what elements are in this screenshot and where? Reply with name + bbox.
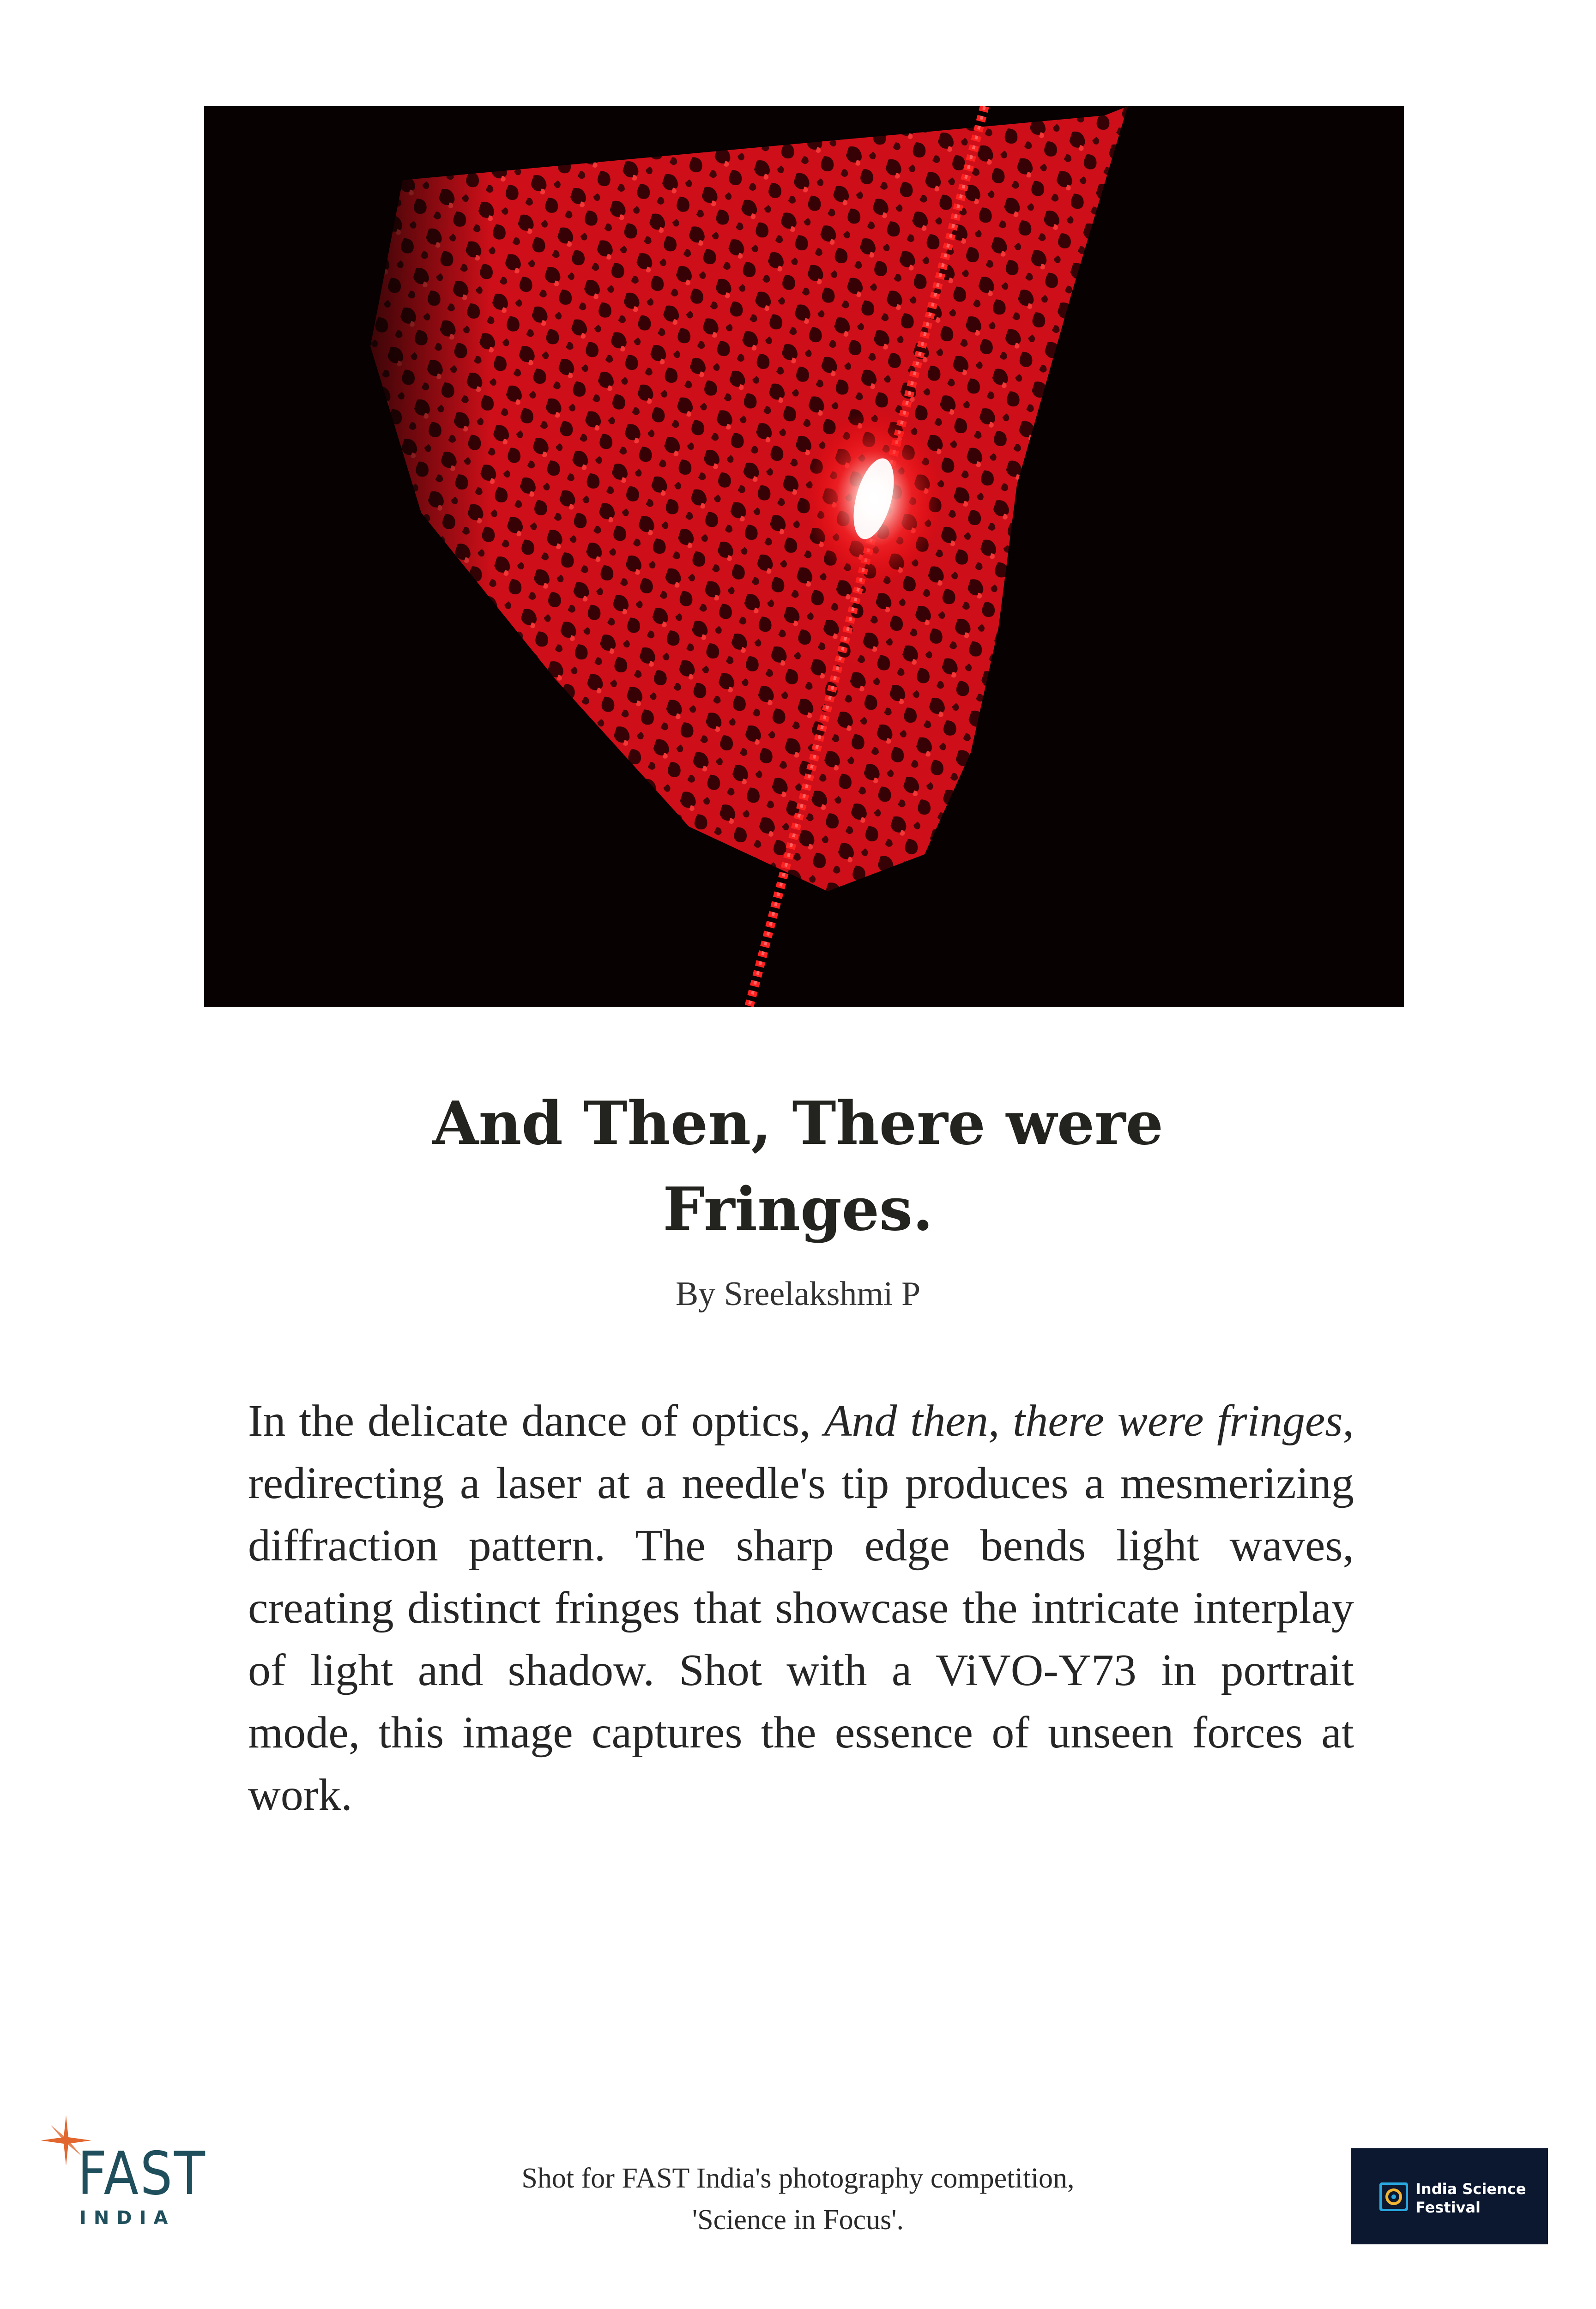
isf-logo-text [1415,2180,1526,2217]
title-line-1: And Then, There were [432,1089,1164,1158]
author-byline: By Sreelakshmi P [675,1275,921,1313]
title-line-2: Fringes. [663,1175,933,1244]
footer-caption [429,2158,1167,2241]
description-text-start: In the delicate dance of optics, [248,1396,824,1446]
india-science-festival-logo [1351,2148,1548,2244]
fast-logo-sub: INDIA [79,2207,175,2229]
laser-diffraction-photo [204,106,1404,1007]
page-title [336,1081,1260,1252]
isf-logo-line-2: Festival [1415,2199,1481,2216]
footer-line-1: Shot for FAST India's photography competition, [521,2163,1075,2194]
description-text-end: , redirecting a laser at a needle's tip produces a mesmerizing diffraction pattern. The sharp edge bends light waves, creating distinct fringes that showcase the intricate interplay of light and shadow. Shot with a ViVO-Y73 in portrait mode, this image captures the essence of unseen forces at work. [248,1396,1354,1820]
isf-logo-line-1: India Science [1415,2180,1526,2198]
description-italic-title: And then, there were fringes [824,1396,1343,1446]
description-paragraph [248,1390,1354,1826]
fast-india-logo [41,2115,207,2230]
fast-logo-word: FAST [78,2140,207,2208]
footer-line-2: 'Science in Focus'. [692,2204,904,2236]
isf-emblem-icon [1379,2182,1408,2211]
